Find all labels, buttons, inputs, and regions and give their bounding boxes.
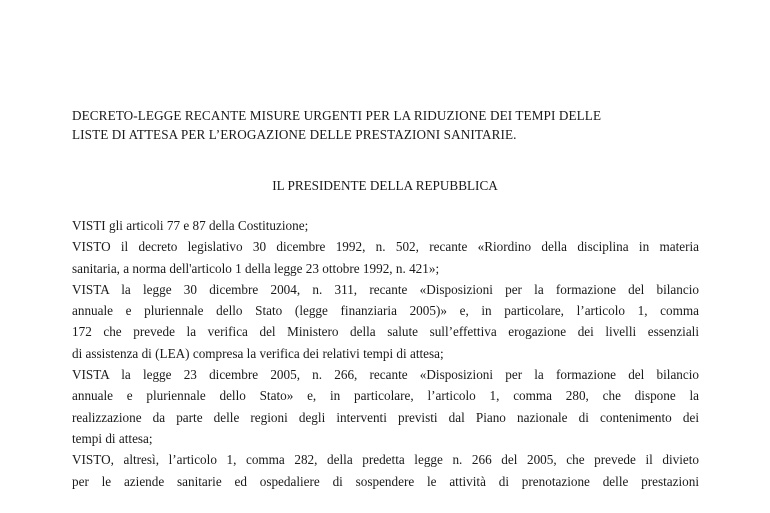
- body-line: VISTA la legge 30 dicembre 2004, n. 311, recante «Disposizioni per la formazione del bilancio: [72, 281, 699, 297]
- body-line: VISTA la legge 23 dicembre 2005, n. 266, recante «Disposizioni per la formazione del bilancio: [72, 367, 699, 383]
- body-line: annuale e pluriennale dello Stato» e, in particolare, l’articolo 1, comma 280, che dispone la: [72, 388, 699, 404]
- title-line: DECRETO-LEGGE RECANTE MISURE URGENTI PER LA RIDUZIONE DEI TEMPI DELLE: [72, 108, 602, 123]
- body-line: sanitaria, a norma dell'articolo 1 della legge 23 ottobre 1992, n. 421»;: [72, 260, 440, 276]
- body-line: realizzazione da parte delle regioni degli interventi previsti dal Piano nazionale di contenimento dei: [72, 409, 699, 425]
- body-line: VISTO il decreto legislativo 30 dicembre 1992, n. 502, recante «Riordino della disciplina in materia: [72, 239, 699, 255]
- president-heading: IL PRESIDENTE DELLA REPUBBLICA: [272, 178, 498, 193]
- title-line: LISTE DI ATTESA PER L’EROGAZIONE DELLE PRESTAZIONI SANITARIE.: [72, 127, 517, 142]
- body-line: annuale e pluriennale dello Stato (legge finanziaria 2005)» e, in particolare, l’articolo 1, comma: [72, 303, 699, 319]
- body-line: per le aziende sanitarie ed ospedaliere di sospendere le attività di prenotazione delle prestazioni: [72, 473, 699, 489]
- body-line: tempi di attesa;: [72, 430, 153, 446]
- body-line: VISTO, altresì, l’articolo 1, comma 282, della predetta legge n. 266 del 2005, che prevede il divieto: [72, 452, 699, 468]
- decree-title: [72, 106, 712, 144]
- decree-body: [72, 215, 699, 492]
- body-line: 172 che prevede la verifica del Ministero della salute sull’effettiva erogazione dei livelli essenziali: [72, 324, 699, 340]
- body-line: di assistenza di (LEA) compresa la verifica dei relativi tempi di attesa;: [72, 345, 444, 361]
- body-line: VISTI gli articoli 77 e 87 della Costituzione;: [72, 218, 309, 233]
